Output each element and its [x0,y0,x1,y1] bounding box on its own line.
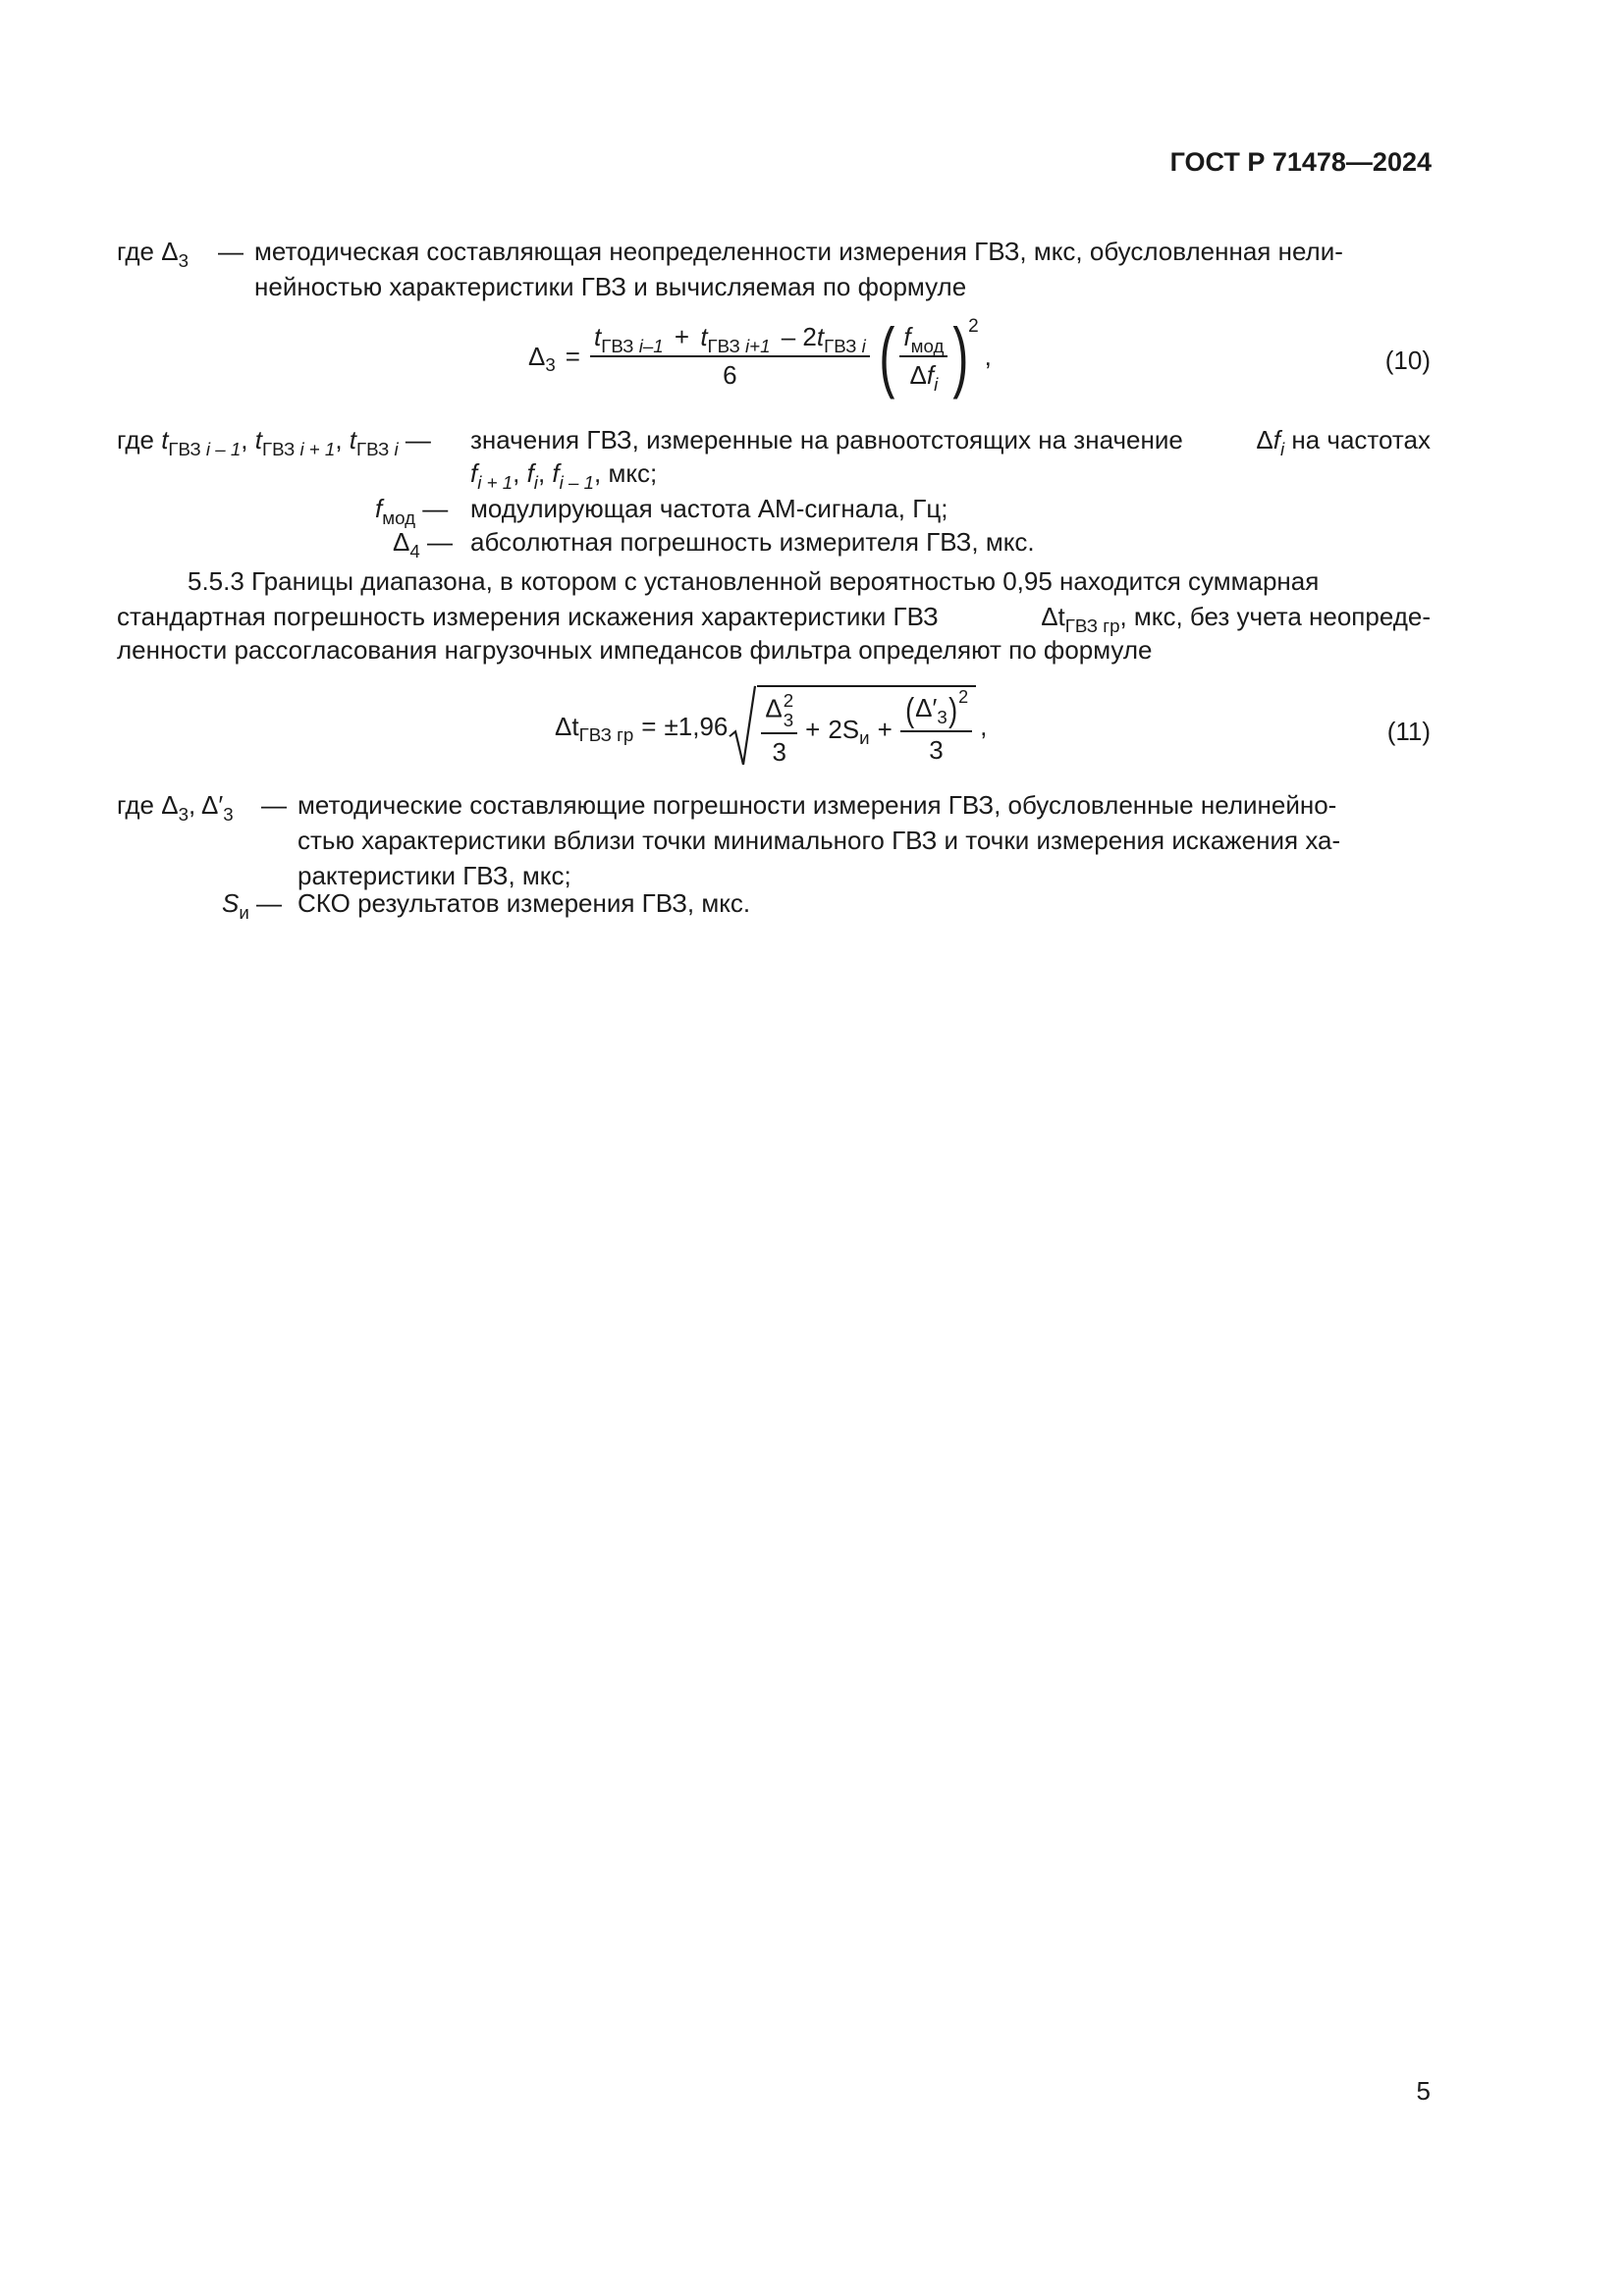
document-code: ГОСТ Р 71478—2024 [1169,147,1432,177]
definition-delta3-line2: нейностью характеристики ГВЗ и вычисляемая по формуле [254,272,967,301]
definition-delta3-line1: методическая составляющая неопределенности измерения ГВЗ, мкс, обусловленная нели- [254,237,1343,266]
equation-number-10: (10) [1384,346,1431,375]
definition-tgvz-frequencies: $f_{i + 1}$, $f_i$, $f_{i - 1}$, мкс; [470,458,658,493]
formula-11-lhs: $\Delta t_{ГВЗ гр}$ [555,711,634,746]
section-5-5-3-line1: 5.5.3 Границы диапазона, в котором с установленной вероятностью 0,95 находится суммарная [188,566,1320,596]
where-dash-1: — [218,237,244,266]
delta4-symbol: $\Delta_4$ — [393,527,454,561]
definition-delta4: абсолютная погрешность измерителя ГВЗ, мкс. [470,527,1035,557]
definition-s: СКО результатов измерения ГВЗ, мкс. [298,888,751,918]
where-dash-3: — [261,790,287,820]
formula-10-inner-fraction: $\frac{f_{мод}}{\Delta f_i}$ [899,322,947,391]
formula-10-fraction: $\frac{t_{ГВЗ i-1} + t_{ГВЗ i+1} - 2t_{ГВЗ i}}{6}$ [590,322,870,391]
where-label-2: где $t_{ГВЗ i - 1}$, $t_{ГВЗ i + 1}$, $t_{ГВЗ i}$ — [117,425,431,459]
formula-10: $\Delta_3$ = $\frac{t_{ГВЗ i-1} + t_{ГВЗ i+1} - 2t_{ГВЗ i}}{6}$ ( $\frac{f_{мод}}{\Delta f_i}$ ) 2 , [528,312,992,400]
page-number: 5 [1416,2076,1431,2106]
section-5-5-3-line2: стандартная погрешность измерения искажения характеристики ГВЗ $\Delta t_{ГВЗ гр}$, мкс, без учета неопреде- [117,602,1431,636]
definition-delta3-prime-line3: рактеристики ГВЗ, мкс; [298,861,571,890]
formula-10-lhs: $\Delta_3$ [528,341,556,376]
where-label-1: где $\Delta_3$ [117,237,189,271]
formula-11: $\Delta t_{ГВЗ гр}$ = ±1,96 Δ 2 3 3 + $2S_и$ + $\frac{(\Delta'_3)^2}{3}$ , [555,677,987,775]
equation-number-11: (11) [1386,717,1431,746]
definition-delta3-prime-line1: методические составляющие погрешности измерения ГВЗ, обусловленные нелинейно- [298,790,1337,820]
definition-fmod: модулирующая частота АМ-сигнала, Гц; [470,494,948,523]
definition-delta3-prime-line2: стью характеристики вблизи точки минимального ГВЗ и точки измерения искажения ха- [298,826,1341,855]
where-label-3: где $\Delta_3$, $\Delta'_3$ [117,790,234,825]
fmod-symbol: $f_{мод}$ — [375,494,449,528]
s-symbol: $S_и$ — [222,888,283,923]
section-5-5-3-line3: ленности рассогласования нагрузочных импедансов фильтра определяют по формуле [117,635,1153,665]
formula-11-sqrt: Δ 2 3 3 + $2S_и$ + $\frac{(\Delta'_3)^2}{3}$ [728,685,976,768]
definition-tgvz: значения ГВЗ, измеренные на равноотстоящих на значение $\Delta f_i$ на частотах [470,425,1431,459]
